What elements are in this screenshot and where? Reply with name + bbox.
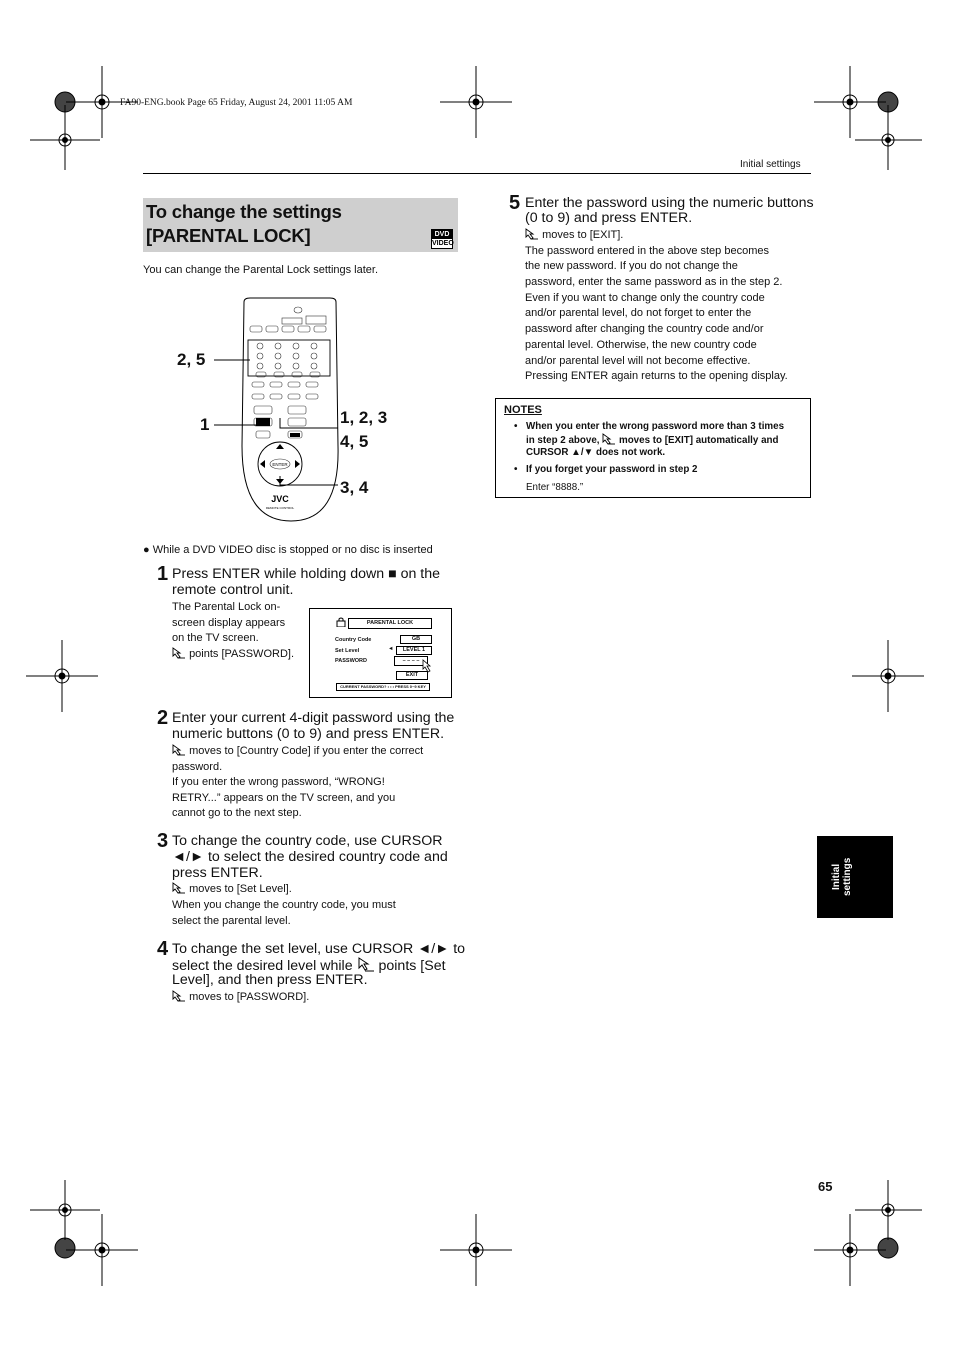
- callout-3-4: 3, 4: [340, 478, 369, 497]
- note-1-line-3: CURSOR ▲/▼ does not work.: [526, 447, 666, 458]
- step-3-body-3: select the parental level.: [172, 915, 291, 927]
- pl-arrow-left-icon: ◄: [388, 646, 394, 652]
- note-1-line-2a: in step 2 above,: [526, 435, 600, 446]
- side-tab-label: Initial settings: [831, 857, 853, 897]
- step-2-body-1: [172, 744, 423, 760]
- remote-enter-label: ENTER: [272, 462, 288, 467]
- step-5-body-1: [525, 228, 623, 244]
- pl-country-label: Country Code: [335, 637, 372, 643]
- callout-4-5: 4, 5: [340, 432, 369, 451]
- section-header: Initial settings: [740, 159, 801, 170]
- step-3-body-1-text: moves to [Set Level].: [189, 883, 292, 895]
- note-2-heading: If you forget your password in step 2: [526, 464, 698, 475]
- title-line-1: To change the settings: [146, 201, 342, 222]
- step-5-body-8: parental level. Otherwise, the new country code: [525, 339, 757, 351]
- step-3-heading-1: To change the country code, use CURSOR: [172, 833, 443, 849]
- step-5-body-2: The password entered in the above step becomes: [525, 245, 769, 257]
- pointer-icon: [525, 228, 539, 240]
- pointer-icon: [357, 957, 375, 972]
- step-1-body-1: The Parental Lock on-: [172, 601, 281, 613]
- remote-model-label: REMOTE CONTROL: [265, 506, 295, 510]
- dvd-badge-bottom: VIDEO: [432, 240, 454, 247]
- step-1-body-4-text: points [PASSWORD].: [189, 648, 294, 660]
- step-4-number: 4: [157, 938, 169, 960]
- remote-brand: JVC: [271, 494, 289, 504]
- pl-password-label: PASSWORD: [335, 658, 367, 664]
- pl-password-value: – – – –: [394, 656, 428, 666]
- dvd-badge-top: DVD: [434, 231, 450, 238]
- pl-level-label: Set Level: [335, 648, 360, 654]
- note-1-line-2b: moves to [EXIT] automatically and: [618, 435, 779, 446]
- step-5-body-6: and/or parental level, do not forget to enter the: [525, 307, 752, 319]
- pointer-icon: [172, 990, 186, 1002]
- step-5-body-7: password after changing the country code and/or: [525, 323, 764, 335]
- pointer-icon: [172, 882, 186, 894]
- step-2-body-4: RETRY...” appears on the TV screen, and you: [172, 792, 396, 804]
- step-2-number: 2: [157, 707, 169, 729]
- step-5-body-4: password, enter the same password as in the step 2.: [525, 276, 783, 288]
- pl-level-value: LEVEL 1: [396, 646, 432, 655]
- step-3-heading-2: ◄/► to select the desired country code and: [172, 849, 448, 865]
- side-tab: [817, 836, 893, 918]
- step-1-heading-2: remote control unit.: [172, 582, 294, 598]
- parental-lock-screen: [309, 608, 452, 698]
- step-3-heading-3: press ENTER.: [172, 865, 263, 881]
- step-5-body-1-text: moves to [EXIT].: [542, 229, 624, 241]
- step-5-heading-1: Enter the password using the numeric buttons: [525, 195, 814, 211]
- step-5-body-3: the new password. If you do not change the: [525, 260, 738, 272]
- step-3-number: 3: [157, 830, 169, 852]
- pl-prompt: CURRENT PASSWORD? • • • PRESS 0~9 KEY: [336, 683, 430, 691]
- step-3-body-1: [172, 882, 292, 898]
- step-2-body-1-text: moves to [Country Code] if you enter the correct: [189, 745, 424, 757]
- step-1-body-3: on the TV screen.: [172, 632, 259, 644]
- callout-1-2-3: 1, 2, 3: [340, 408, 388, 427]
- note-2-bullet: •: [514, 464, 518, 475]
- step-2-heading-1: Enter your current 4-digit password using the: [172, 710, 455, 726]
- pointer-icon: [172, 647, 186, 659]
- pl-exit-button: EXIT: [396, 671, 428, 680]
- step-5-body-5: Even if you want to change only the country code: [525, 292, 765, 304]
- step-5-number: 5: [509, 192, 521, 214]
- notes-title: NOTES: [504, 404, 542, 416]
- title-line-2: [PARENTAL LOCK]: [146, 225, 311, 246]
- condition-text: While a DVD VIDEO disc is stopped or no disc is inserted: [152, 544, 433, 556]
- step-5-heading-2: (0 to 9) and press ENTER.: [525, 210, 693, 226]
- step-5-body-9: and/or parental level will not become effective.: [525, 355, 751, 367]
- note-1-line-1: When you enter the wrong password more than 3 times: [526, 421, 785, 432]
- step-4-heading-1: To change the set level, use CURSOR ◄/► to: [172, 941, 466, 957]
- callout-2-5: 2, 5: [177, 350, 206, 369]
- step-2-heading-2: numeric buttons (0 to 9) and press ENTER.: [172, 726, 445, 742]
- note-1-line-2: [526, 433, 779, 447]
- step-2-body-5: cannot go to the next step.: [172, 807, 302, 819]
- condition-line: [143, 543, 433, 559]
- step-2-body-3: If you enter the wrong password, “WRONG!: [172, 776, 385, 788]
- note-1-bullet: •: [514, 421, 518, 432]
- step-4-body-1-text: moves to [PASSWORD].: [189, 991, 310, 1003]
- intro-text: You can change the Parental Lock settings later.: [143, 264, 379, 276]
- step-5-body-10: Pressing ENTER again returns to the opening display.: [525, 370, 788, 382]
- step-2-body-2: password.: [172, 761, 223, 773]
- lock-icon: [336, 617, 346, 627]
- pointer-icon: [602, 433, 616, 445]
- step-1-heading-1: Press ENTER while holding down ■ on the: [172, 566, 441, 582]
- step-4-heading-2b: points [Set: [378, 958, 446, 974]
- step-1-body-4: [172, 647, 294, 663]
- callout-1: 1: [200, 415, 210, 434]
- step-1-body-2: screen display appears: [172, 617, 286, 629]
- bullet-dot-icon: ●: [143, 544, 150, 556]
- page-number: 65: [818, 1179, 833, 1194]
- file-info: FA90-ENG.book Page 65 Friday, August 24, 2001 11:05 AM: [120, 98, 353, 108]
- note-2-text: Enter “8888.”: [526, 482, 584, 493]
- pointer-icon: [172, 744, 186, 756]
- pl-title: PARENTAL LOCK: [348, 618, 432, 629]
- notes-box: [495, 398, 811, 498]
- step-4-heading-2a: select the desired level while: [172, 958, 353, 974]
- step-4-heading-3: Level], and then press ENTER.: [172, 972, 368, 988]
- step-3-body-2: When you change the country code, you must: [172, 899, 396, 911]
- pl-country-value: GB: [400, 635, 432, 644]
- step-1-number: 1: [157, 563, 169, 585]
- step-4-body-1: [172, 990, 309, 1006]
